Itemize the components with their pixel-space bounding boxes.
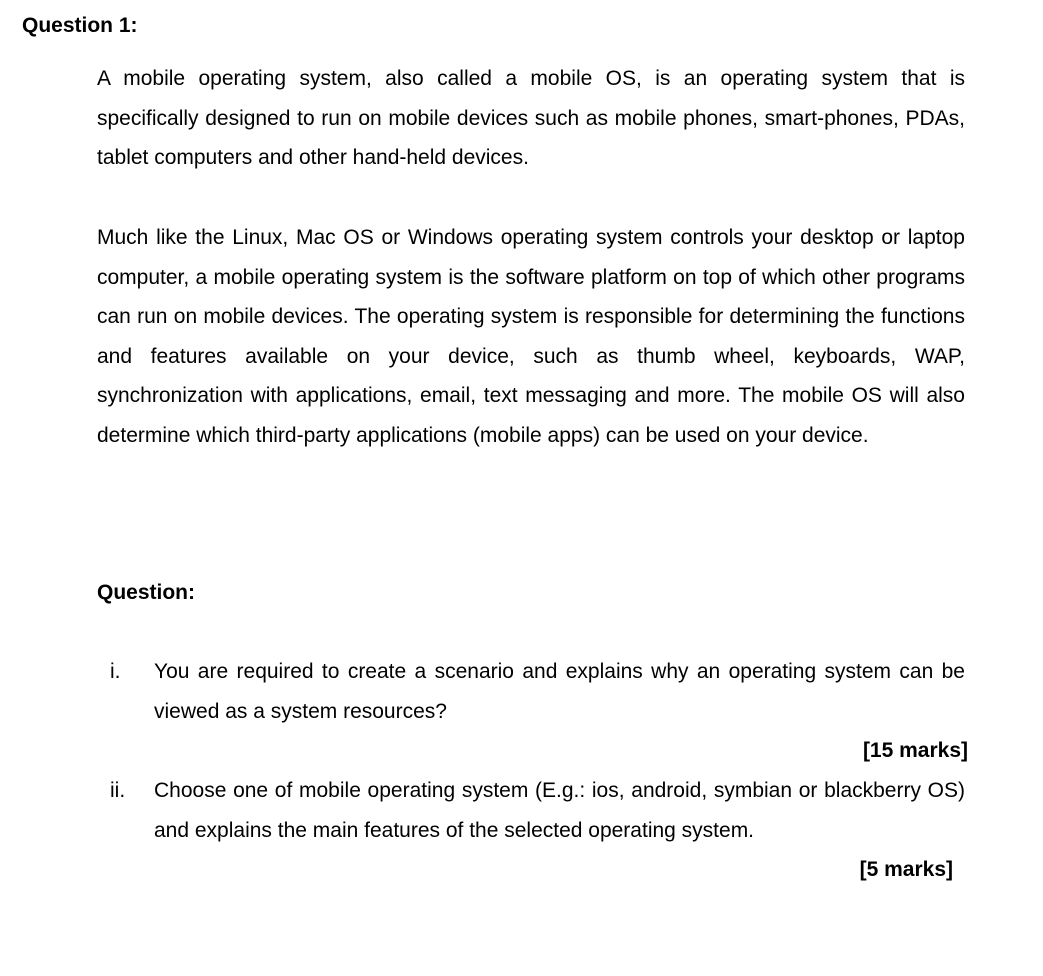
intro-paragraph-1: A mobile operating system, also called a mobile OS, is an operating system that is specifically designed to run on mobile devices such as mobile phones, smart-phones, PDAs, tablet computers and other hand-held devices. <box>97 67 965 169</box>
item-number: ii. <box>110 779 126 802</box>
question-heading: Question 1: <box>22 14 138 37</box>
item-text: Choose one of mobile operating system (E.g.: ios, android, symbian or blackberry OS) and explains the main features of the selected operating system. <box>154 779 965 842</box>
intro-paragraph-2: Much like the Linux, Mac OS or Windows operating system controls your desktop or laptop computer, a mobile operating system is the software platform on top of which other programs can run on mobile devices. The operating system is responsible for determining the functions and features available on your device, such as thumb wheel, keyboards, WAP, synchronization with applications, email, text messaging and more. The mobile OS will also determine which third-party applications (mobile apps) can be used on your device. <box>97 226 965 447</box>
marks-label-ii: [5 marks] <box>859 858 953 881</box>
marks-label-i: [15 marks] <box>862 739 968 762</box>
item-text: You are required to create a scenario and explains why an operating system can be viewed as a system resources? <box>154 660 965 723</box>
question-subheading: Question: <box>97 581 195 604</box>
item-number: i. <box>110 660 121 683</box>
